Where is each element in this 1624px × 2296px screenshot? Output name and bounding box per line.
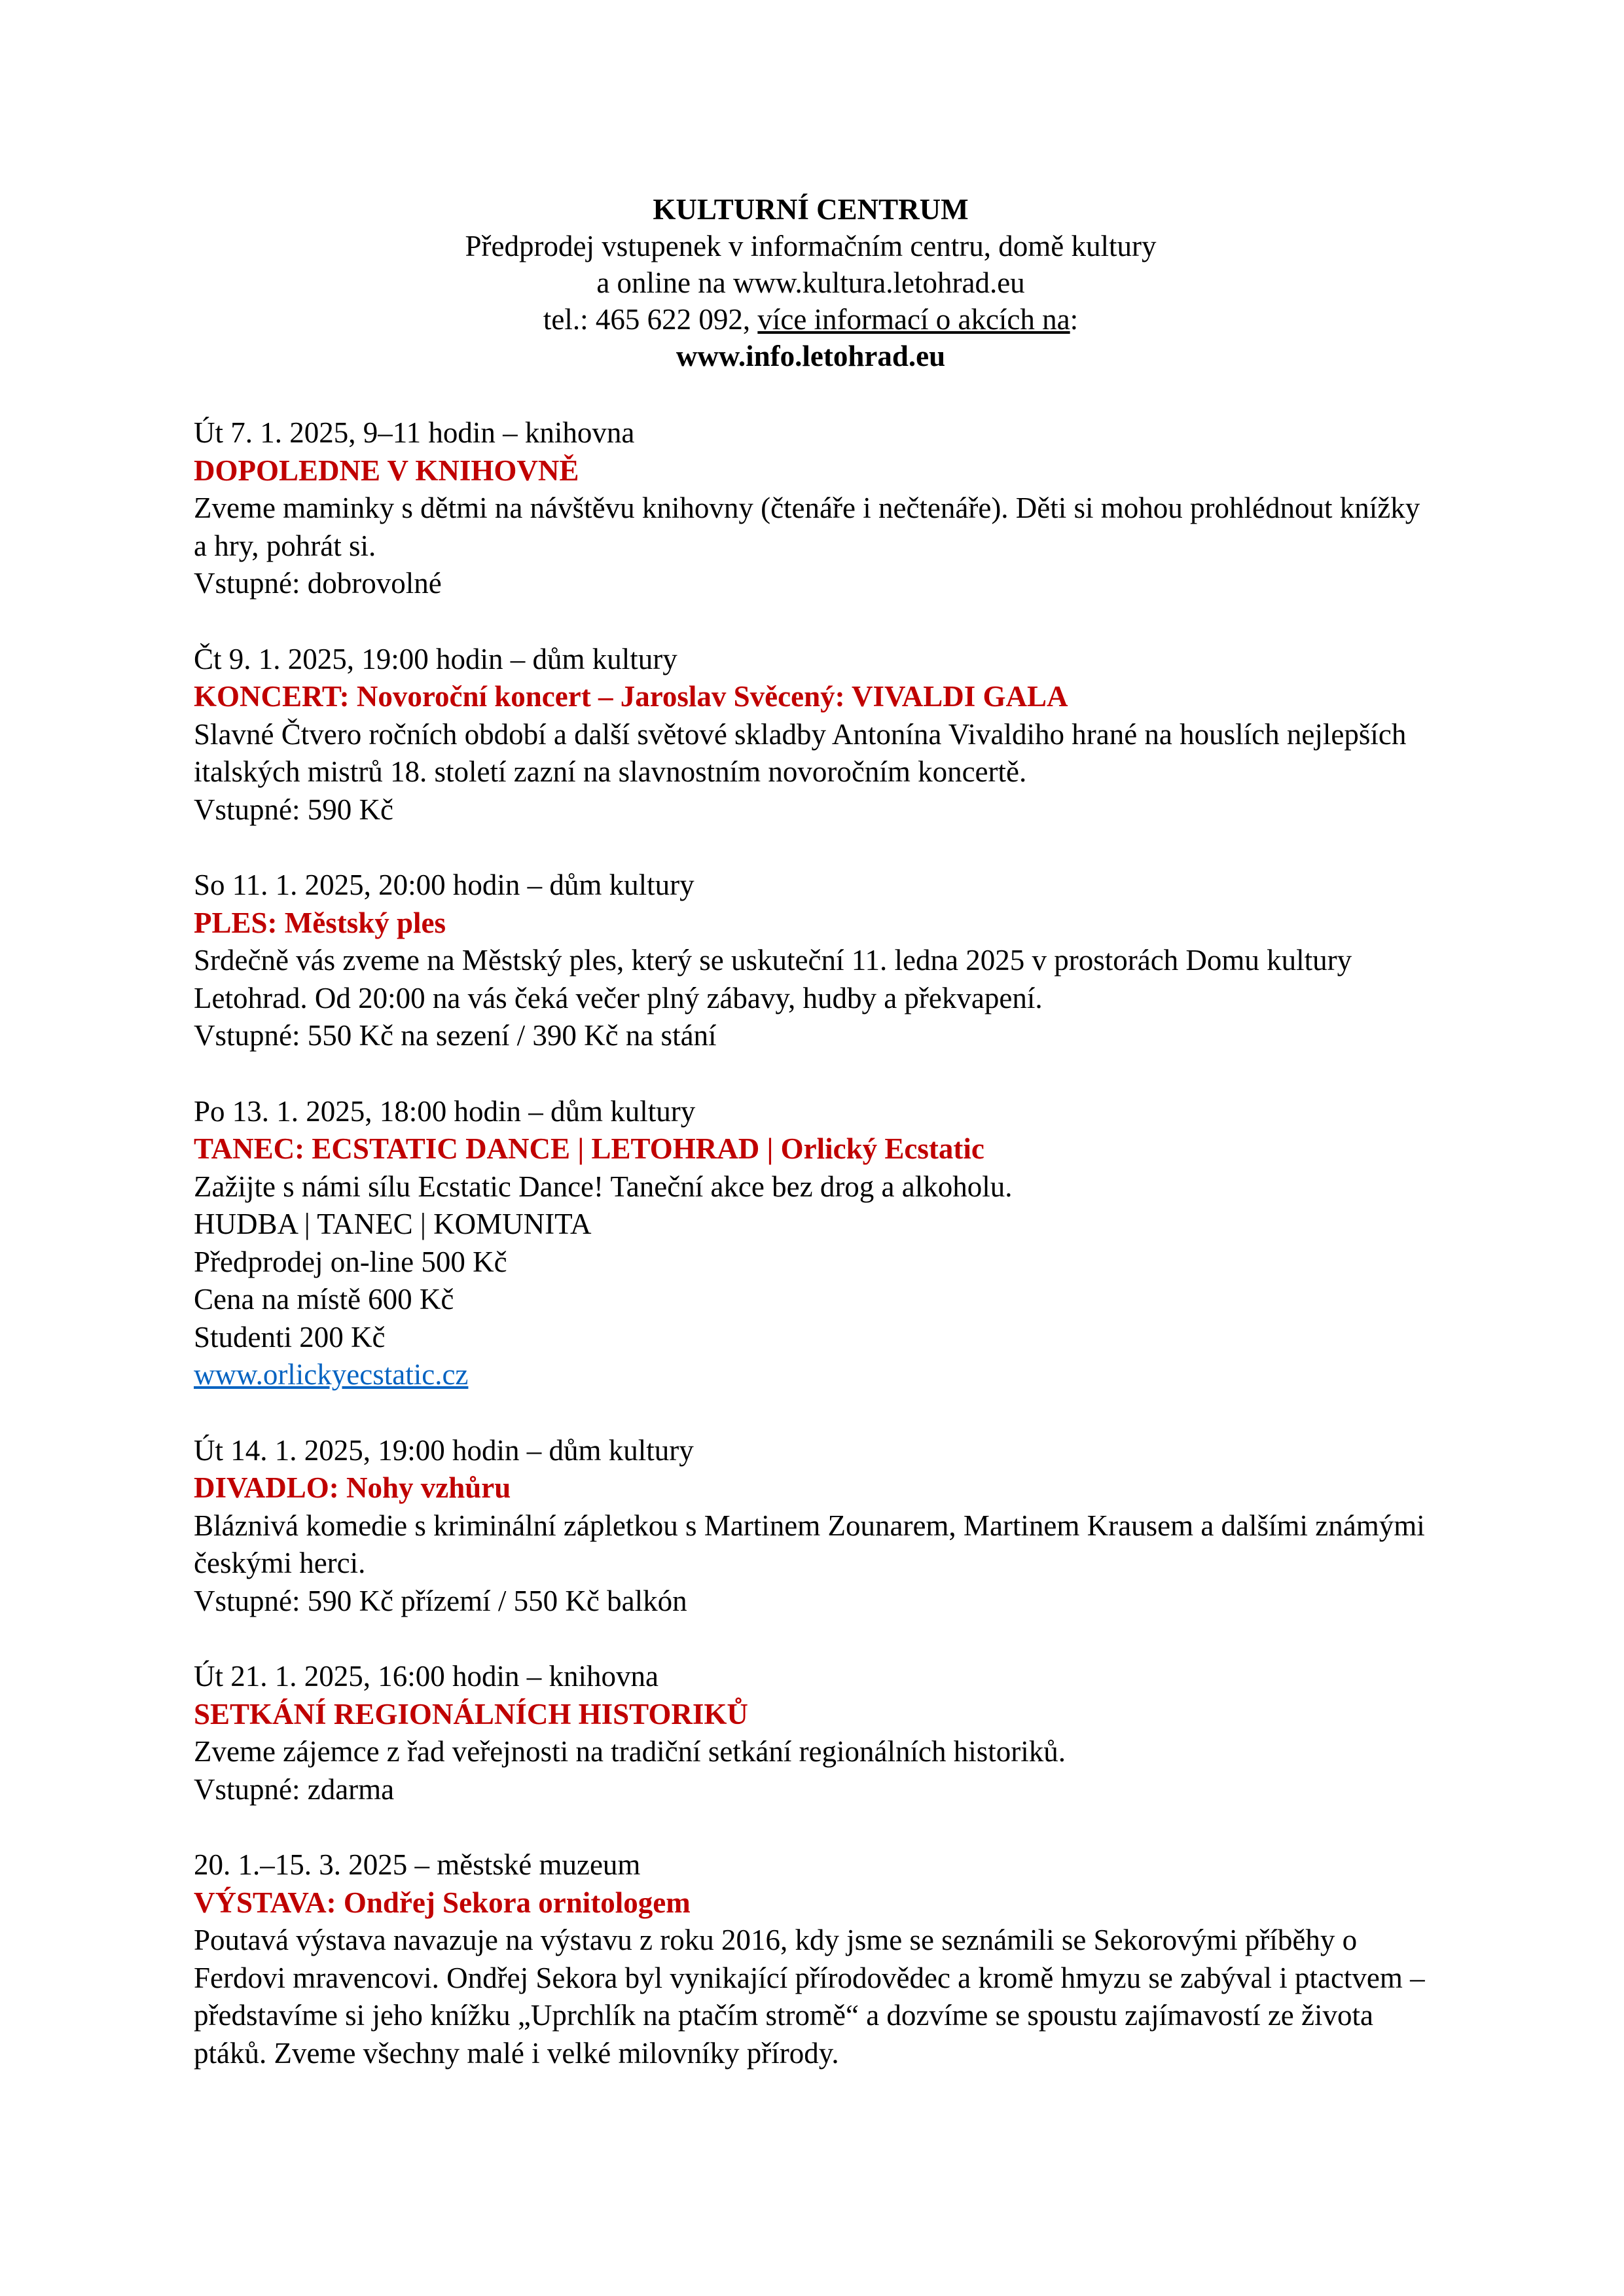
event-item	[194, 1093, 1428, 1394]
event-when: Út 21. 1. 2025, 16:00 hodin – knihovna	[194, 1660, 659, 1693]
event-description: Slavné Čtvero ročních období a další světové skladby Antonína Vivaldiho hrané na houslích nejlepších italských mistrů 18. století zazní na slavnostním novoročním koncertě.	[194, 717, 1407, 788]
header-colon: :	[1070, 303, 1079, 336]
event-item	[194, 641, 1428, 829]
event-title: DOPOLEDNE V KNIHOVNĚ	[194, 454, 579, 487]
event-description: Zveme zájemce z řad veřejnosti na tradiční setkání regionálních historiků.	[194, 1735, 1066, 1768]
event-description: Zažijte s námi sílu Ecstatic Dance! Taneční akce bez drog a alkoholu.	[194, 1170, 1013, 1203]
event-description: Poutavá výstava navazuje na výstavu z roku 2016, kdy jsme se seznámili se Sekorovými příběhy o Ferdovi mravencovi. Ondřej Sekora byl vynikající přírodovědec a kromě hmyzu se zabýval i ptactvem – představíme si jeho knížku „Uprchlík na ptačím stromě“ a dozvíme se spoustu zajímavostí ze života ptáků. Zveme všechny malé i velké milovníky přírody.	[194, 1924, 1425, 2070]
document-header	[194, 191, 1428, 374]
event-title: VÝSTAVA: Ondřej Sekora ornitologem	[194, 1886, 691, 1919]
event-description: Srdečně vás zveme na Městský ples, který se uskuteční 11. ledna 2025 v prostorách Domu kultury Letohrad. Od 20:00 na vás čeká večer plný zábavy, hudby a překvapení.	[194, 944, 1352, 1014]
event-item	[194, 1658, 1428, 1808]
event-description: Zveme maminky s dětmi na návštěvu knihovny (čtenáře i nečtenáře). Děti si mohou prohlédnout knížky a hry, pohrát si.	[194, 492, 1420, 562]
event-when: Čt 9. 1. 2025, 19:00 hodin – dům kultury	[194, 642, 677, 675]
event-price-presale: Předprodej on-line 500 Kč	[194, 1245, 507, 1278]
event-title: TANEC: ECSTATIC DANCE | LETOHRAD | Orlický Ecstatic	[194, 1132, 984, 1165]
header-contact-line	[194, 301, 1428, 338]
event-item	[194, 1846, 1428, 2072]
event-when: So 11. 1. 2025, 20:00 hodin – dům kultury	[194, 869, 695, 901]
event-when: 20. 1.–15. 3. 2025 – městské muzeum	[194, 1848, 641, 1881]
event-admission: Vstupné: 590 Kč	[194, 793, 393, 826]
event-item	[194, 414, 1428, 603]
event-tagline: HUDBA | TANEC | KOMUNITA	[194, 1208, 592, 1240]
header-presale-line: Předprodej vstupenek v informačním centru, domě kultury	[465, 230, 1157, 262]
event-price-door: Cena na místě 600 Kč	[194, 1283, 454, 1316]
header-more-info-link[interactable]: více informací o akcích na	[757, 303, 1070, 336]
header-phone: tel.: 465 622 092,	[543, 303, 758, 336]
event-title: PLES: Městský ples	[194, 906, 446, 939]
event-admission: Vstupné: zdarma	[194, 1772, 395, 1806]
event-when: Út 14. 1. 2025, 19:00 hodin – dům kultury	[194, 1433, 694, 1467]
event-price-students: Studenti 200 Kč	[194, 1320, 386, 1354]
header-online-line: a online na www.kultura.letohrad.eu	[596, 266, 1025, 299]
event-item	[194, 867, 1428, 1055]
event-title: DIVADLO: Nohy vzhůru	[194, 1471, 511, 1504]
event-admission: Vstupné: 590 Kč přízemí / 550 Kč balkón	[194, 1584, 687, 1617]
event-title: KONCERT: Novoroční koncert – Jaroslav Svěcený: VIVALDI GALA	[194, 680, 1068, 713]
event-item	[194, 1432, 1428, 1621]
event-admission: Vstupné: dobrovolné	[194, 567, 442, 600]
event-description: Bláznivá komedie s kriminální zápletkou s Martinem Zounarem, Martinem Krausem a dalšími známými českými herci.	[194, 1509, 1425, 1579]
events-list	[194, 414, 1428, 2072]
event-title: SETKÁNÍ REGIONÁLNÍCH HISTORIKŮ	[194, 1697, 748, 1731]
header-title: KULTURNÍ CENTRUM	[653, 193, 969, 226]
event-website-link[interactable]: www.orlickyecstatic.cz	[194, 1358, 469, 1391]
event-admission: Vstupné: 550 Kč na sezení / 390 Kč na stání	[194, 1019, 717, 1052]
header-website[interactable]: www.info.letohrad.eu	[676, 340, 946, 372]
event-when: Po 13. 1. 2025, 18:00 hodin – dům kultury	[194, 1094, 696, 1128]
event-when: Út 7. 1. 2025, 9–11 hodin – knihovna	[194, 416, 635, 449]
